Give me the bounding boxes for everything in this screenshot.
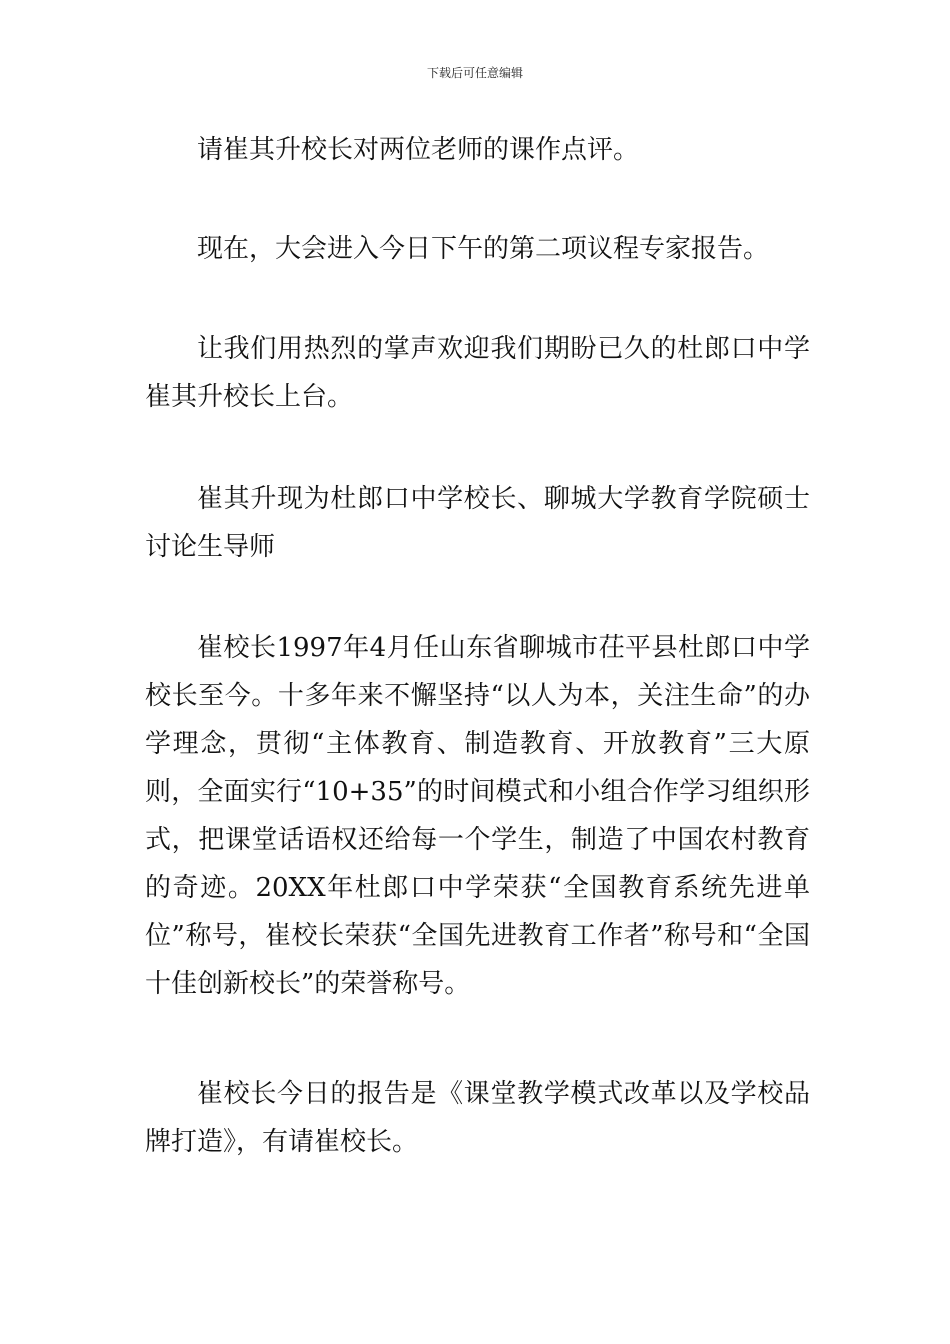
paragraph-5: 崔校长1997年4月任山东省聊城市茌平县杜郎口中学校长至今。十多年来不懈坚持“以人为本，关注生命”的办学理念，贯彻“主体教育、制造教育、开放教育”三大原则，全面实行“10+35”的时间模式和小组合作学习组织形式，把课堂话语权还给每一个学生，制造了中国农村教育的奇迹。20XX年杜郎口中学荣获“全国教育系统先进单位”称号，崔校长荣获“全国先进教育工作者”称号和“全国十佳创新校长”的荣誉称号。 <box>145 633 810 999</box>
paragraph-2: 现在，大会进入今日下午的第二项议程专家报告。 <box>197 234 770 264</box>
paragraph-6: 崔校长今日的报告是《课堂教学模式改革以及学校品牌打造》，有请崔校长。 <box>145 1079 810 1157</box>
paragraph-1: 请崔其升校长对两位老师的课作点评。 <box>197 135 640 165</box>
page-header: 下载后可任意编辑 <box>426 66 523 80</box>
paragraph-4: 崔其升现为杜郎口中学校长、聊城大学教育学院硕士讨论生导师 <box>145 484 810 562</box>
paragraph-3: 让我们用热烈的掌声欢迎我们期盼已久的杜郎口中学崔其升校长上台。 <box>145 334 810 412</box>
